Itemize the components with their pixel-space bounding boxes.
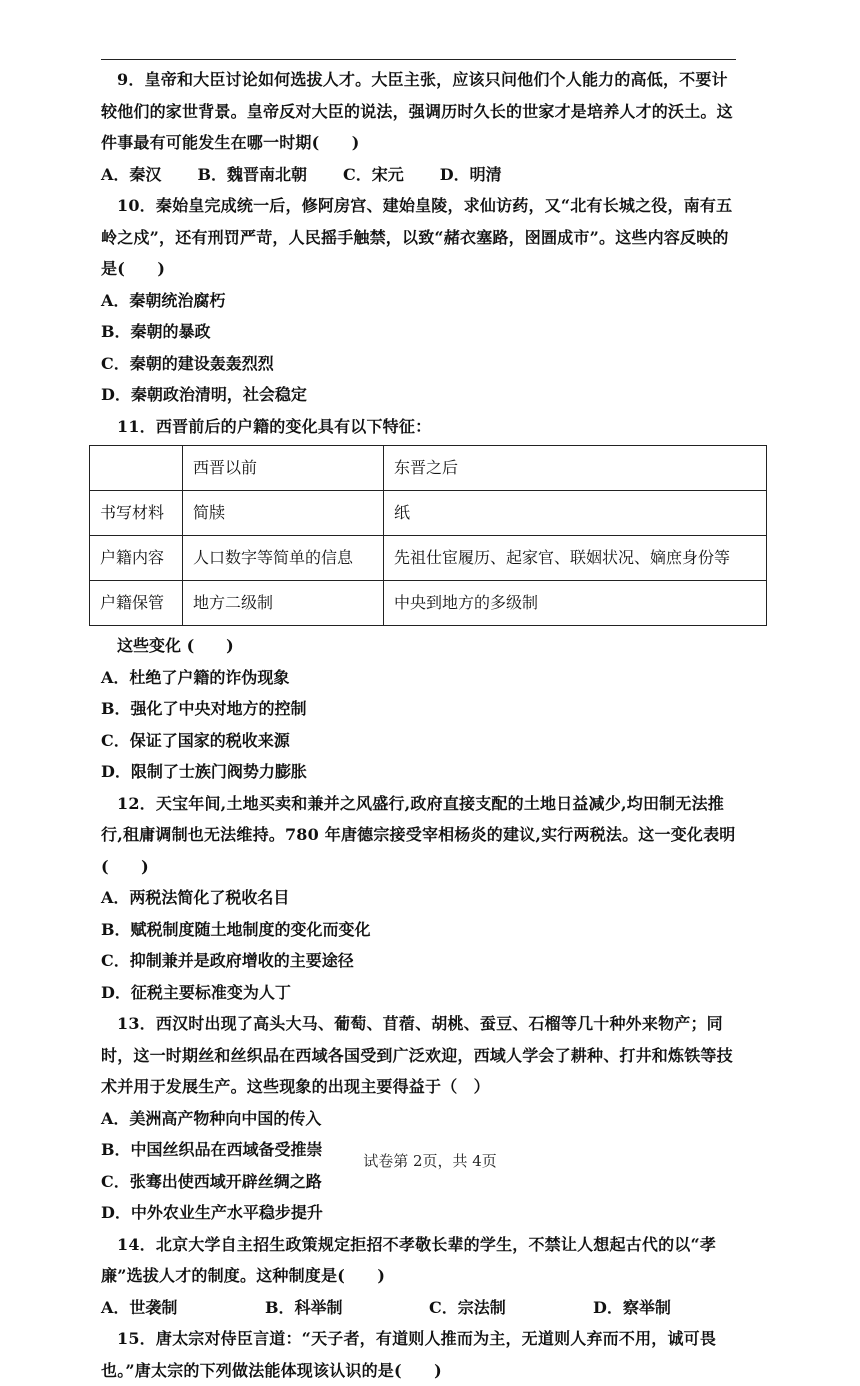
option-text: 美洲高产物种向中国的传入 (129, 1108, 322, 1128)
question-12 (101, 788, 741, 883)
option-a[interactable] (101, 882, 443, 914)
options-12 (101, 882, 741, 1008)
question-stem: 西汉时出现了高头大马、葡萄、苜蓿、胡桃、蚕豆、石榴等几十种外来物产；同时，这一时期丝和丝织品在西域各国受到广泛欢迎，西域人学会了耕种、打井和炼铁等技术并用于发展生产。这些现象的出现主要得益于（ ） (101, 1014, 733, 1096)
option-letter: D． (101, 1203, 131, 1222)
option-text: 秦朝的建设轰轰烈烈 (129, 353, 274, 373)
option-letter: B． (197, 164, 227, 184)
option-letter: C． (101, 951, 130, 970)
option-a[interactable] (101, 285, 443, 317)
table-cell: 西晋以前 (183, 446, 384, 491)
option-a[interactable] (101, 159, 161, 191)
question-stem: 西晋前后的户籍的变化具有以下特征： (155, 416, 432, 436)
question-number: 14． (117, 1234, 156, 1254)
question-stem: 唐太宗对侍臣言道：“天子者，有道则人推而为主，无道则人弃而不用，诚可畏也。”唐太宗的下列做法能体现该认识的是( ) (101, 1329, 717, 1380)
option-letter: A． (101, 888, 130, 907)
table-cell: 户籍保管 (90, 581, 183, 626)
option-text: 秦朝的暴政 (130, 322, 211, 341)
option-text: 限制了士族门阀势力膨胀 (130, 762, 307, 781)
option-letter: C． (101, 730, 130, 750)
option-letter: B． (265, 1297, 295, 1317)
table-cell: 书写材料 (90, 491, 183, 536)
option-text: 中国丝织品在西域备受推崇 (130, 1140, 323, 1159)
option-letter: B． (101, 919, 131, 939)
option-text: 中外农业生产水平稳步提升 (130, 1203, 323, 1222)
option-letter: A． (101, 667, 130, 687)
option-text: 明清 (469, 164, 502, 184)
question-11 (101, 411, 741, 443)
option-text: 两税法简化了税收名目 (129, 888, 290, 907)
option-letter: B． (101, 1140, 131, 1159)
option-text: 抑制兼并是政府增收的主要途径 (129, 951, 354, 970)
question-stem: 秦始皇完成统一后，修阿房宫、建始皇陵，求仙访药，又“北有长城之役，南有五岭之戍”，还有刑罚严苛，人民摇手触禁，以致“赭衣塞路，囹圄成市”。这些内容反映的是( ) (101, 196, 733, 278)
option-letter: C． (342, 164, 372, 184)
question-number: 9． (117, 70, 145, 89)
question-number: 15． (117, 1329, 156, 1348)
question-number: 13． (117, 1014, 156, 1033)
question-9 (101, 64, 741, 159)
option-c[interactable] (343, 159, 404, 191)
table-cell: 人口数字等简单的信息 (183, 536, 384, 581)
option-d[interactable] (593, 1292, 671, 1324)
table-cell: 先祖仕宦履历、起家官、联姻状况、嫡庶身份等 (384, 536, 767, 581)
option-d[interactable] (101, 977, 443, 1009)
option-a[interactable] (101, 1103, 443, 1135)
option-b[interactable] (101, 914, 443, 946)
option-b[interactable] (197, 159, 307, 191)
option-letter: A． (101, 164, 130, 184)
option-a[interactable] (101, 1292, 229, 1324)
question-13 (101, 1008, 741, 1103)
option-letter: D． (439, 164, 470, 184)
option-text: 张骞出使西域开辟丝绸之路 (129, 1171, 322, 1191)
table-header-row (90, 446, 767, 491)
option-c[interactable] (429, 1292, 557, 1324)
option-c[interactable] (101, 348, 443, 380)
table-cell: 东晋之后 (384, 446, 767, 491)
option-letter: A． (101, 1108, 130, 1128)
option-b[interactable] (101, 693, 443, 725)
option-text: 宋元 (371, 164, 404, 184)
option-text: 秦朝统治腐朽 (129, 290, 226, 310)
option-letter: A． (101, 1297, 130, 1317)
option-text: 强化了中央对地方的控制 (130, 699, 307, 718)
option-letter: B． (101, 699, 131, 718)
option-c[interactable] (101, 725, 443, 757)
option-d[interactable] (101, 1197, 443, 1229)
option-d[interactable] (440, 159, 502, 191)
page-footer: 试卷第 2页，共 4页 (363, 1152, 497, 1170)
option-letter: D． (593, 1297, 623, 1317)
question-stem: 天宝年间,土地买卖和兼并之风盛行,政府直接支配的土地日益减少,均田制无法推行,租庸调制也无法维持。780 年唐德宗接受宰相杨炎的建议,实行两税法。这一变化表明 ( ) (101, 793, 736, 876)
option-d[interactable] (101, 756, 443, 788)
header-rule (101, 59, 736, 60)
option-letter: B． (101, 322, 131, 341)
question-number: 11． (117, 416, 156, 436)
question-15 (101, 1323, 741, 1386)
option-b[interactable] (101, 316, 443, 348)
option-b[interactable] (265, 1292, 393, 1324)
option-text: 魏晋南北朝 (226, 164, 307, 184)
options-10 (101, 285, 741, 411)
options-11 (101, 662, 741, 788)
question-stem: 北京大学自主招生政策规定拒招不孝敬长辈的学生，不禁让人想起古代的以“孝廉”选拔人才的制度。这种制度是( ) (101, 1234, 717, 1285)
question-14 (101, 1229, 741, 1292)
option-text: 赋税制度随土地制度的变化而变化 (130, 919, 371, 939)
option-text: 秦朝政治清明，社会稳定 (130, 385, 307, 404)
option-letter: C． (101, 353, 130, 373)
household-register-table (89, 445, 767, 626)
question-tail: 这些变化 ( ) (117, 636, 234, 655)
option-text: 察举制 (622, 1297, 671, 1317)
option-letter: C． (101, 1171, 130, 1191)
table-row (90, 491, 767, 536)
options-14 (101, 1292, 741, 1324)
option-text: 征税主要标准变为人丁 (130, 982, 291, 1002)
table-cell: 简牍 (183, 491, 384, 536)
option-letter: A． (101, 290, 130, 310)
table-row (90, 536, 767, 581)
option-letter: C． (429, 1297, 458, 1317)
option-text: 科举制 (294, 1297, 343, 1317)
question-list (101, 64, 741, 1386)
option-letter: D． (101, 762, 131, 781)
option-text: 宗法制 (457, 1297, 506, 1317)
question-stem: 皇帝和大臣讨论如何选拔人才。大臣主张，应该只问他们个人能力的高低，不要计较他们的家世背景。皇帝反对大臣的说法，强调历时久长的世家才是培养人才的沃土。这件事最有可能发生在哪一时期( ) (101, 70, 733, 152)
option-text: 杜绝了户籍的诈伪现象 (129, 667, 290, 687)
table-cell: 地方二级制 (183, 581, 384, 626)
option-text: 保证了国家的税收来源 (129, 730, 290, 750)
option-text: 世袭制 (129, 1297, 178, 1317)
option-d[interactable] (101, 379, 443, 411)
question-10 (101, 190, 741, 285)
table-row (90, 581, 767, 626)
table-cell: 户籍内容 (90, 536, 183, 581)
option-c[interactable] (101, 945, 443, 977)
table-cell: 纸 (384, 491, 767, 536)
options-9 (101, 159, 741, 191)
option-letter: D． (101, 385, 131, 404)
option-letter: D． (101, 982, 131, 1002)
question-number: 12． (117, 793, 156, 813)
question-number: 10． (117, 196, 156, 215)
option-a[interactable] (101, 662, 443, 694)
option-text: 秦汉 (129, 164, 162, 184)
table-cell: 中央到地方的多级制 (384, 581, 767, 626)
table-cell (90, 446, 183, 491)
